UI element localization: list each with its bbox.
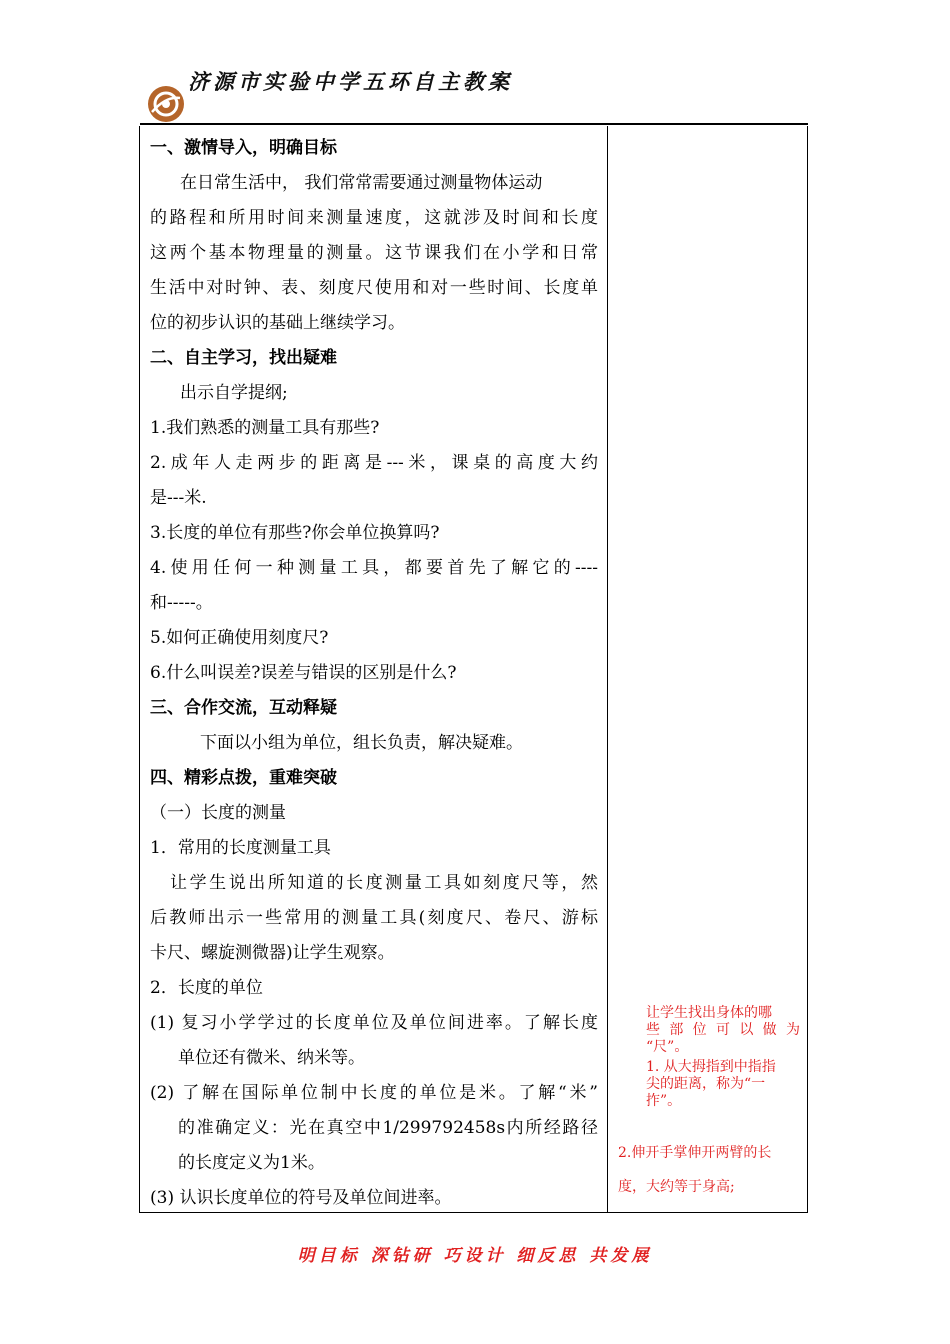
note-line: 度，大约等于身高; bbox=[618, 1179, 735, 1195]
section-heading: 三、合作交流，互动释疑 bbox=[150, 698, 337, 718]
list-item-continuation: 的准确定义：光在真空中1/299792458s内所经路径 bbox=[178, 1118, 598, 1138]
note-line: 1. 从大拇指到中指指 bbox=[646, 1059, 776, 1075]
list-item: (2) 了解在国际单位制中长度的单位是米。了解“米” bbox=[150, 1083, 598, 1103]
paragraph-line: 后教师出示一些常用的测量工具(刻度尺、卷尺、游标 bbox=[150, 908, 598, 928]
paragraph-line: 出示自学提纲; bbox=[180, 383, 288, 403]
section-heading: 一、激情导入，明确目标 bbox=[150, 138, 337, 158]
note-line: 2.伸开手掌伸开两臂的长 bbox=[618, 1145, 772, 1161]
paragraph-line: 卡尺、螺旋测微器)让学生观察。 bbox=[150, 943, 395, 963]
lesson-table bbox=[139, 126, 808, 1213]
paragraph-line: 位的初步认识的基础上继续学习。 bbox=[150, 313, 405, 333]
school-logo-icon bbox=[146, 84, 186, 124]
question-item: 1.我们熟悉的测量工具有那些? bbox=[150, 418, 380, 438]
paragraph-line: 让学生说出所知道的长度测量工具如刻度尺等，然 bbox=[170, 873, 598, 893]
school-title: 济源市实验中学五环自主教案 bbox=[188, 69, 513, 94]
paragraph-line: 在日常生活中， 我们常常需要通过测量物体运动 bbox=[180, 173, 543, 193]
paragraph-line: 的路程和所用时间来测量速度，这就涉及时间和长度 bbox=[150, 208, 598, 228]
note-line: 些 部 位 可 以 做 为 bbox=[646, 1022, 800, 1038]
list-item-continuation: 单位还有微米、纳米等。 bbox=[178, 1048, 365, 1068]
list-item-continuation: 的长度定义为1米。 bbox=[178, 1153, 325, 1173]
note-line: 让学生找出身体的哪 bbox=[646, 1005, 772, 1021]
subsection-heading: 1．常用的长度测量工具 bbox=[150, 838, 331, 858]
column-divider bbox=[607, 126, 608, 1212]
note-line: “尺”。 bbox=[646, 1039, 689, 1055]
list-item: (1) 复习小学学过的长度单位及单位间进率。了解长度 bbox=[150, 1013, 598, 1033]
section-heading: 二、自主学习，找出疑难 bbox=[150, 348, 337, 368]
question-item: 5.如何正确使用刻度尺? bbox=[150, 628, 329, 648]
question-item: 6.什么叫误差?误差与错误的区别是什么? bbox=[150, 663, 457, 683]
question-item: 3.长度的单位有那些?你会单位换算吗? bbox=[150, 523, 440, 543]
paragraph-line: 生活中对时钟、表、刻度尺使用和对一些时间、长度单 bbox=[150, 278, 598, 298]
subsection-heading: （一）长度的测量 bbox=[150, 803, 286, 823]
header-rule bbox=[140, 123, 808, 125]
list-item: (3) 认识长度单位的符号及单位间进率。 bbox=[150, 1188, 452, 1208]
question-item: 2.成年人走两步的距离是---米，课桌的高度大约 bbox=[150, 453, 598, 473]
note-line: 拃”。 bbox=[646, 1093, 682, 1109]
question-item: 是---米. bbox=[150, 488, 207, 508]
question-item: 4.使用任何一种测量工具，都要首先了解它的---- bbox=[150, 558, 598, 578]
note-line: 尖的距离，称为“一 bbox=[646, 1076, 766, 1092]
section-heading: 四、精彩点拨，重难突破 bbox=[150, 768, 337, 788]
subsection-heading: 2．长度的单位 bbox=[150, 978, 263, 998]
question-item: 和-----。 bbox=[150, 593, 213, 613]
paragraph-line: 下面以小组为单位，组长负责，解决疑难。 bbox=[200, 733, 523, 753]
footer-slogan: 明目标 深钻研 巧设计 细反思 共发展 bbox=[297, 1246, 653, 1266]
paragraph-line: 这两个基本物理量的测量。这节课我们在小学和日常 bbox=[150, 243, 598, 263]
